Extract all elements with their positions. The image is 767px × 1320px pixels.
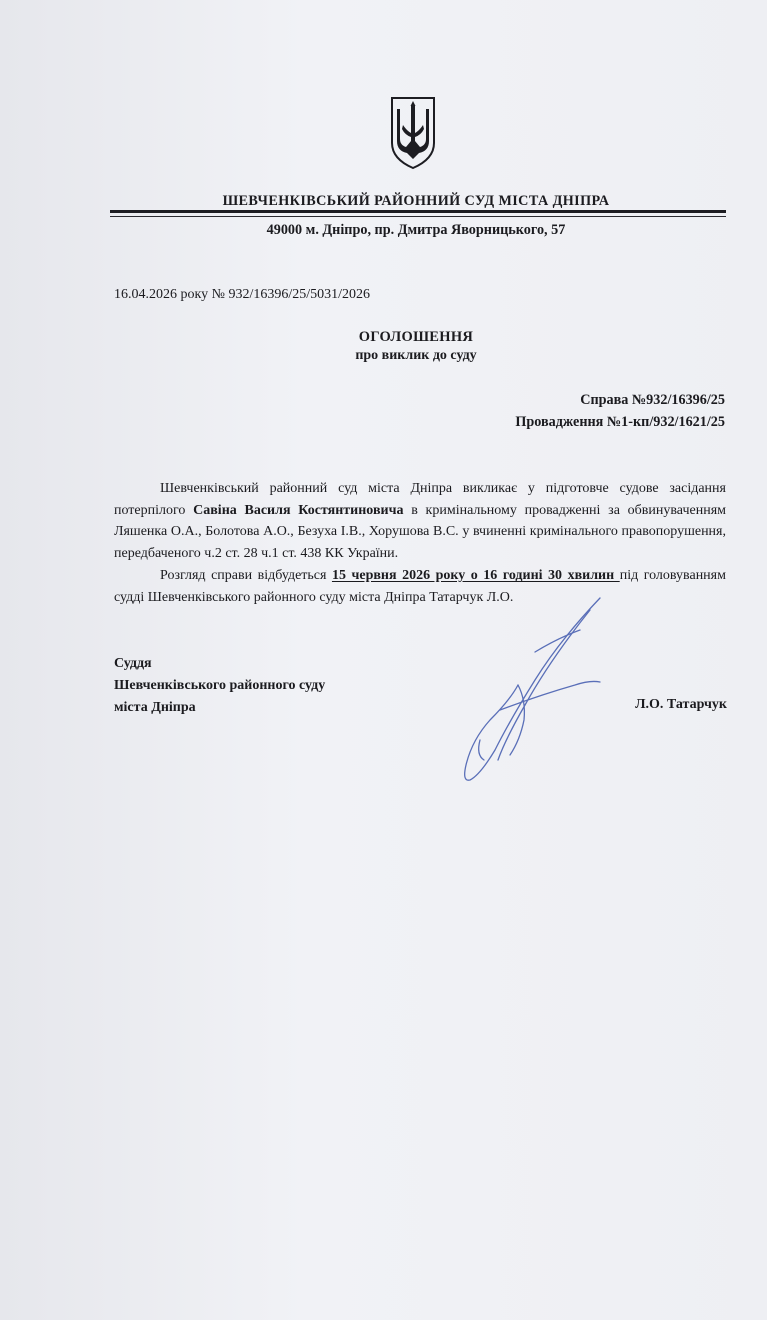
signature-block xyxy=(114,653,325,719)
hearing-datetime: 15 червня 2026 року о 16 годині 30 хвилин xyxy=(331,568,620,583)
victim-name: Савіна Василя Костянтиновича xyxy=(193,502,404,518)
court-address: 49000 м. Дніпро, пр. Дмитра Яворницького, 57 xyxy=(266,222,566,238)
hearing-text-end: під головуванням судді Шевченківського районного суду міста Дніпра Татарчук Л.О. xyxy=(114,568,726,605)
case-number: Справа №932/16396/25 xyxy=(580,392,725,408)
notice-subtitle: про виклик до суду xyxy=(355,348,477,363)
signer-court: Шевченківського районного суду xyxy=(114,678,326,693)
tryzub-coat-of-arms-icon xyxy=(389,95,437,171)
court-name: ШЕВЧЕНКІВСЬКИЙ РАЙОННИЙ СУД МІСТА ДНІПРА xyxy=(222,193,610,209)
header-divider-thick xyxy=(110,210,726,213)
notice-title: ОГОЛОШЕННЯ xyxy=(358,329,474,345)
handwritten-signature xyxy=(440,590,640,800)
date-and-reference-number: 16.04.2026 року № 932/16396/25/5031/2026 xyxy=(114,287,371,302)
proceeding-number: Провадження №1-кп/932/1621/25 xyxy=(515,414,725,430)
summons-text-start: Шевченківський районний суд міста Дніпра викликає у підготовче судове засідання потерпілого xyxy=(114,481,726,518)
header-divider-thin xyxy=(110,216,726,217)
summons-text-end: в кримінальному провадженні за обвинуваченням Ляшенка О.А., Болотова А.О., Безуха І.В., Хорушова В.С. у вчиненні кримінального правопорушення, передбаченого ч.2 ст. 28 ч.1 ст. 438 КК України. xyxy=(114,502,726,561)
hearing-text-start: Розгляд справи відбудеться xyxy=(160,568,332,583)
summons-paragraph xyxy=(114,478,726,564)
signer-city: міста Дніпра xyxy=(114,700,196,715)
judge-name: Л.О. Татарчук xyxy=(635,697,727,712)
signer-title: Суддя xyxy=(114,656,152,671)
